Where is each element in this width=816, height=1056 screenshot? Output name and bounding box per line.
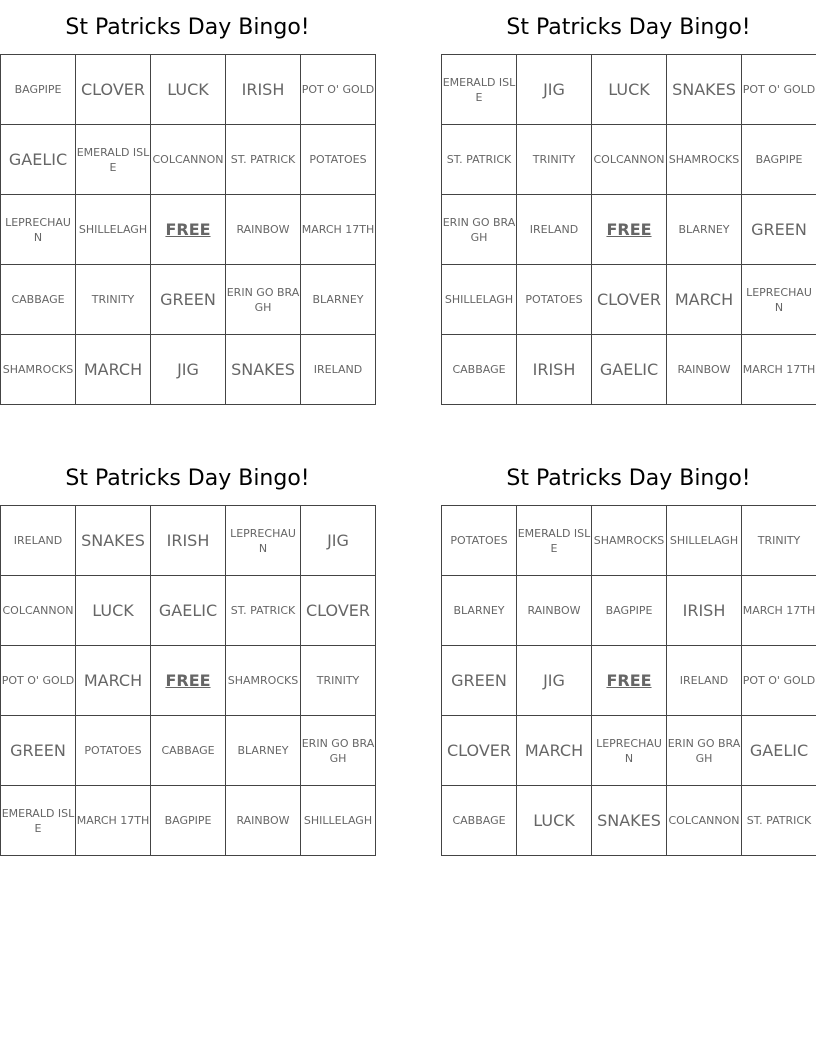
bingo-cell: BLARNEY [301, 265, 376, 335]
bingo-cell: IRELAND [517, 195, 592, 265]
bingo-cell: CLOVER [442, 716, 517, 786]
card-title: St Patricks Day Bingo! [65, 466, 310, 491]
bingo-cell: COLCANNON [592, 125, 667, 195]
bingo-row [1, 716, 376, 786]
bingo-cell: LUCK [151, 55, 226, 125]
bingo-cell: IRELAND [1, 506, 76, 576]
bingo-cell: MARCH 17TH [742, 335, 816, 405]
bingo-cell: MARCH [517, 716, 592, 786]
bingo-card [441, 451, 816, 856]
bingo-cell: SNAKES [226, 335, 301, 405]
bingo-cell: CABBAGE [151, 716, 226, 786]
bingo-cell: ERIN GO BRAGH [667, 716, 742, 786]
bingo-card [0, 0, 375, 405]
bingo-cell: ERIN GO BRAGH [226, 265, 301, 335]
bingo-cell: MARCH [76, 335, 151, 405]
bingo-row [442, 716, 816, 786]
bingo-cell: IRISH [667, 576, 742, 646]
bingo-cell: POT O' GOLD [742, 55, 816, 125]
bingo-cell: GAELIC [1, 125, 76, 195]
bingo-row [442, 576, 816, 646]
bingo-cell: CABBAGE [1, 265, 76, 335]
bingo-row [1, 125, 376, 195]
bingo-cell: ERIN GO BRAGH [301, 716, 376, 786]
bingo-cell: TRINITY [76, 265, 151, 335]
bingo-cell: COLCANNON [1, 576, 76, 646]
bingo-grid [0, 505, 376, 856]
bingo-cell: JIG [301, 506, 376, 576]
bingo-cell: LUCK [517, 786, 592, 856]
card-title: St Patricks Day Bingo! [65, 15, 310, 40]
bingo-grid [441, 54, 816, 405]
bingo-row [442, 506, 816, 576]
bingo-cell: MARCH 17TH [742, 576, 816, 646]
bingo-row [442, 786, 816, 856]
bingo-cell: MARCH [76, 646, 151, 716]
bingo-cell: ST. PATRICK [742, 786, 816, 856]
bingo-cell: LUCK [76, 576, 151, 646]
bingo-cell: IRISH [226, 55, 301, 125]
bingo-row [1, 506, 376, 576]
bingo-row [1, 195, 376, 265]
bingo-row [442, 265, 816, 335]
bingo-cell: SHAMROCKS [1, 335, 76, 405]
bingo-row [1, 576, 376, 646]
free-space: FREE [592, 195, 667, 265]
bingo-cell: CLOVER [76, 55, 151, 125]
bingo-cell: SHAMROCKS [667, 125, 742, 195]
bingo-cell: GREEN [151, 265, 226, 335]
bingo-cell: SHAMROCKS [592, 506, 667, 576]
bingo-cell: TRINITY [517, 125, 592, 195]
bingo-cell: BLARNEY [442, 576, 517, 646]
bingo-cell: LEPRECHAUN [742, 265, 816, 335]
card-title: St Patricks Day Bingo! [506, 15, 751, 40]
bingo-cell: POT O' GOLD [301, 55, 376, 125]
bingo-cell: CABBAGE [442, 786, 517, 856]
bingo-cell: GREEN [742, 195, 816, 265]
bingo-row [1, 265, 376, 335]
bingo-cell: ST. PATRICK [226, 576, 301, 646]
bingo-cell: COLCANNON [667, 786, 742, 856]
bingo-cell: SHILLELAGH [301, 786, 376, 856]
bingo-grid [0, 54, 376, 405]
bingo-cell: POTATOES [517, 265, 592, 335]
bingo-cell: SHAMROCKS [226, 646, 301, 716]
bingo-row [442, 195, 816, 265]
bingo-cell: GAELIC [742, 716, 816, 786]
bingo-row [442, 55, 816, 125]
bingo-cell: SNAKES [592, 786, 667, 856]
bingo-cell: GREEN [1, 716, 76, 786]
bingo-cell: JIG [517, 646, 592, 716]
bingo-cell: TRINITY [301, 646, 376, 716]
bingo-cell: RAINBOW [226, 195, 301, 265]
bingo-cell: MARCH 17TH [301, 195, 376, 265]
free-space: FREE [151, 646, 226, 716]
bingo-grid [441, 505, 816, 856]
bingo-cell: SHILLELAGH [76, 195, 151, 265]
bingo-cell: POTATOES [76, 716, 151, 786]
bingo-cell: RAINBOW [226, 786, 301, 856]
bingo-cell: RAINBOW [517, 576, 592, 646]
bingo-cell: BAGPIPE [151, 786, 226, 856]
bingo-cell: IRISH [151, 506, 226, 576]
bingo-row [442, 125, 816, 195]
bingo-cell: IRISH [517, 335, 592, 405]
bingo-cell: CLOVER [592, 265, 667, 335]
bingo-cell: SHILLELAGH [442, 265, 517, 335]
bingo-cell: LUCK [592, 55, 667, 125]
bingo-cell: LEPRECHAUN [1, 195, 76, 265]
bingo-row [1, 786, 376, 856]
bingo-cell: POT O' GOLD [742, 646, 816, 716]
bingo-cell: TRINITY [742, 506, 816, 576]
bingo-cell: BAGPIPE [742, 125, 816, 195]
card-title: St Patricks Day Bingo! [506, 466, 751, 491]
bingo-row [1, 646, 376, 716]
bingo-cell: EMERALD ISLE [442, 55, 517, 125]
bingo-cell: EMERALD ISLE [76, 125, 151, 195]
bingo-cell: LEPRECHAUN [226, 506, 301, 576]
bingo-cell: ERIN GO BRAGH [442, 195, 517, 265]
bingo-cell: MARCH 17TH [76, 786, 151, 856]
free-space: FREE [151, 195, 226, 265]
bingo-cell: BAGPIPE [592, 576, 667, 646]
bingo-row [442, 646, 816, 716]
bingo-cell: SNAKES [76, 506, 151, 576]
bingo-cell: CABBAGE [442, 335, 517, 405]
free-space: FREE [592, 646, 667, 716]
bingo-cell: GREEN [442, 646, 517, 716]
bingo-cell: BLARNEY [667, 195, 742, 265]
bingo-card [0, 451, 375, 856]
bingo-cell: IRELAND [667, 646, 742, 716]
bingo-cell: BLARNEY [226, 716, 301, 786]
bingo-row [1, 335, 376, 405]
bingo-row [1, 55, 376, 125]
bingo-cell: EMERALD ISLE [517, 506, 592, 576]
bingo-cell: POT O' GOLD [1, 646, 76, 716]
bingo-row [442, 335, 816, 405]
bingo-cell: JIG [517, 55, 592, 125]
bingo-cell: POTATOES [442, 506, 517, 576]
bingo-cell: EMERALD ISLE [1, 786, 76, 856]
bingo-cell: ST. PATRICK [442, 125, 517, 195]
bingo-card [441, 0, 816, 405]
bingo-cell: SNAKES [667, 55, 742, 125]
bingo-cell: GAELIC [151, 576, 226, 646]
bingo-cell: ST. PATRICK [226, 125, 301, 195]
bingo-cell: SHILLELAGH [667, 506, 742, 576]
bingo-cell: MARCH [667, 265, 742, 335]
bingo-cell: POTATOES [301, 125, 376, 195]
bingo-cell: IRELAND [301, 335, 376, 405]
bingo-cell: RAINBOW [667, 335, 742, 405]
bingo-cell: JIG [151, 335, 226, 405]
bingo-cell: BAGPIPE [1, 55, 76, 125]
bingo-cell: COLCANNON [151, 125, 226, 195]
bingo-cell: CLOVER [301, 576, 376, 646]
bingo-cell: GAELIC [592, 335, 667, 405]
bingo-cell: LEPRECHAUN [592, 716, 667, 786]
